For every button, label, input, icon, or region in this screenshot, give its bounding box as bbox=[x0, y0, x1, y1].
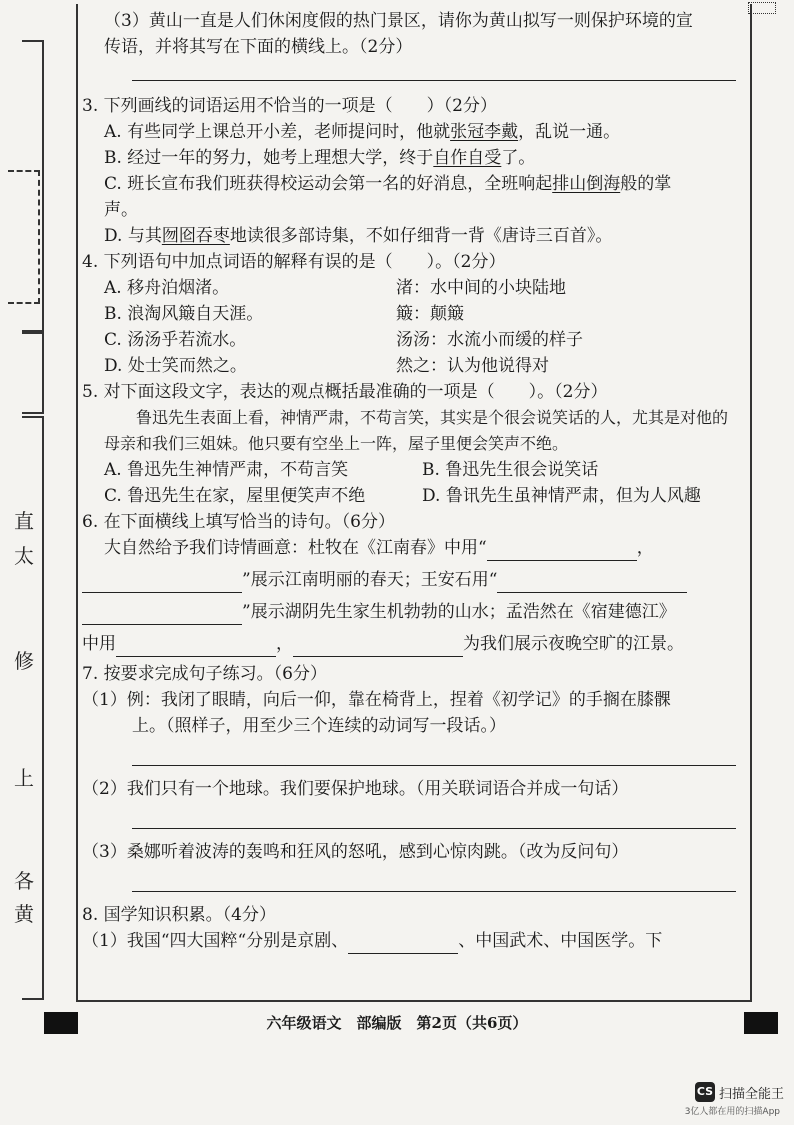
page-footer: 六年级语文 部编版 第2页（共6页） bbox=[266, 1014, 528, 1032]
side-char: 直 bbox=[14, 509, 34, 533]
scanner-app-name: 扫描全能王 bbox=[718, 1086, 784, 1102]
q3-c-underlined-word: 排山倒海 bbox=[552, 174, 621, 194]
binding-bracket bbox=[22, 330, 44, 414]
q2-3-line2: 传语，并将其写在下面的横线上。（2分） bbox=[104, 37, 413, 57]
q8-item1 bbox=[82, 928, 744, 954]
q6-text: ”展示湖阴先生家生机勃勃的山水；孟浩然在《宿建德江》 bbox=[242, 602, 676, 622]
q3-option-c bbox=[82, 171, 744, 197]
q3-c-text-end: 般的掌 bbox=[620, 174, 672, 194]
side-char: 各 bbox=[14, 869, 34, 893]
q2-3-line1: （3）黄山一直是人们休闲度假的热门景区，请你为黄山拟写一则保护环境的宣 bbox=[104, 11, 693, 31]
q6-line1 bbox=[82, 535, 744, 561]
q3-option-d bbox=[82, 223, 744, 249]
q6-line4 bbox=[82, 631, 744, 657]
corner-mark bbox=[748, 2, 776, 14]
q3-b-underlined-word: 自作自受 bbox=[433, 148, 502, 168]
q4-b-explanation: 簸：颠簸 bbox=[396, 304, 464, 324]
q8-text: （1）我国“四大国粹“分别是京剧、 bbox=[82, 931, 349, 951]
q6-text: ”展示江南明丽的春天；王安石用“ bbox=[242, 570, 498, 590]
q6-line3 bbox=[82, 599, 744, 625]
q5-options-ab bbox=[82, 457, 744, 483]
q5-option-c: C. 鲁迅先生在家，屋里便笑声不绝 bbox=[104, 486, 366, 506]
q6-blank-2[interactable] bbox=[82, 574, 242, 593]
q3-option-a bbox=[82, 119, 744, 145]
q6-blank-5[interactable] bbox=[116, 638, 276, 657]
q8-blank-1[interactable] bbox=[348, 935, 458, 954]
q8-stem: 8. 国学知识积累。（4分） bbox=[82, 905, 276, 925]
q3-a-text: A. 有些同学上课总开小差，老师提问时，他就 bbox=[104, 122, 451, 142]
side-char: 黄 bbox=[14, 902, 34, 926]
q6-stem: 6. 在下面横线上填写恰当的诗句。（6分） bbox=[82, 512, 395, 532]
binding-dashed-box bbox=[8, 170, 40, 304]
q7-item1-answer-line[interactable] bbox=[132, 745, 736, 766]
q5-stem: 5. 对下面这段文字，表达的观点概括最准确的一项是（ ）。（2分） bbox=[82, 382, 608, 402]
q3-d-underlined-word: 囫囵吞枣 bbox=[161, 226, 230, 246]
q3-a-text-end: ，乱说一通。 bbox=[518, 122, 621, 142]
q4-option-d bbox=[82, 353, 744, 379]
q5-passage: 鲁迅先生表面上看，神情严肃，不苟言笑，其实是个很会说笑话的人，尤其是对他的母亲和我们三姐妹。他只要有空坐上一阵，屋子里便会笑声不绝。 bbox=[104, 408, 729, 453]
q4-b-sentence: B. 浪淘风簸自天涯。 bbox=[104, 304, 264, 324]
q7-item3: （3）桑娜听着波涛的轰鸣和狂风的怒吼，感到心惊肉跳。（改为反问句） bbox=[82, 842, 629, 862]
q3-d-text: D. 与其 bbox=[104, 226, 162, 246]
side-char: 修 bbox=[14, 649, 34, 673]
q6-comma: ， bbox=[636, 538, 654, 558]
q6-line2 bbox=[82, 567, 744, 593]
q3-option-c-cont: 声。 bbox=[104, 200, 138, 220]
q6-blank-3[interactable] bbox=[497, 574, 687, 593]
q3-a-underlined-word: 张冠李戴 bbox=[450, 122, 519, 142]
q7-item3-answer-line[interactable] bbox=[132, 871, 736, 892]
q5-option-b: B. 鲁迅先生很会说笑话 bbox=[422, 460, 599, 480]
q8-text-end: 、中国武术、中国医学。下 bbox=[458, 931, 663, 951]
q3-d-text-end: 地读很多部诗集，不如仔细背一背《唐诗三百首》。 bbox=[229, 226, 613, 246]
q4-stem: 4. 下列语句中加点词语的解释有误的是（ ）。（2分） bbox=[82, 252, 506, 272]
q6-blank-1[interactable] bbox=[487, 542, 637, 561]
q4-option-c bbox=[82, 327, 744, 353]
q3-option-b bbox=[82, 145, 744, 171]
q3-b-text-end: 了。 bbox=[501, 148, 536, 168]
q5-option-a: A. 鲁迅先生神情严肃，不苟言笑 bbox=[104, 460, 349, 480]
q3-stem: 3. 下列画线的词语运用不恰当的一项是（ ）（2分） bbox=[82, 96, 497, 116]
q7-item1-line2: 上。（照样子，用至少三个连续的动词写一段话。） bbox=[132, 716, 506, 736]
q2-3-answer-line[interactable] bbox=[132, 60, 736, 81]
q5-option-d: D. 鲁讯先生虽神情严肃，但为人风趣 bbox=[422, 486, 701, 506]
q4-d-sentence: D. 处士笑而然之。 bbox=[104, 356, 247, 376]
question-content bbox=[82, 8, 744, 954]
q4-a-sentence: A. 移舟泊烟渚。 bbox=[104, 278, 230, 298]
q4-option-a bbox=[82, 275, 744, 301]
q5-options-cd bbox=[82, 483, 744, 509]
scanner-app-tagline: 3亿人都在用的扫描App bbox=[684, 1107, 780, 1117]
side-char: 太 bbox=[14, 544, 34, 568]
q6-text: 大自然给予我们诗情画意：杜牧在《江南春》中用“ bbox=[104, 538, 487, 558]
q4-d-explanation: 然之：认为他说得对 bbox=[396, 356, 549, 376]
q6-blank-6[interactable] bbox=[293, 638, 463, 657]
scanner-app-badge bbox=[695, 1082, 784, 1102]
q6-text: 为我们展示夜晚空旷的江景。 bbox=[463, 634, 684, 654]
q4-c-sentence: C. 汤汤乎若流水。 bbox=[104, 330, 247, 350]
q7-item2-answer-line[interactable] bbox=[132, 808, 736, 829]
q6-comma: ， bbox=[276, 634, 293, 654]
q7-item2: （2）我们只有一个地球。我们要保护地球。（用关联词语合并成一句话） bbox=[82, 779, 629, 799]
q7-stem: 7. 按要求完成句子练习。（6分） bbox=[82, 664, 327, 684]
binding-strip bbox=[0, 0, 56, 1125]
q3-b-text: B. 经过一年的努力，她考上理想大学，终于 bbox=[104, 148, 434, 168]
q6-text: 中用 bbox=[82, 634, 116, 654]
scanner-logo-icon: CS bbox=[695, 1082, 715, 1102]
q3-c-text: C. 班长宣布我们班获得校运动会第一名的好消息，全班响起 bbox=[104, 174, 553, 194]
q6-blank-4[interactable] bbox=[82, 606, 242, 625]
q7-item1-line1: （1）例：我闭了眼睛，向后一仰，靠在椅背上，捏着《初学记》的手搁在膝髁 bbox=[82, 690, 671, 710]
side-char: 上 bbox=[14, 766, 34, 790]
q4-option-b bbox=[82, 301, 744, 327]
q4-c-explanation: 汤汤：水流小而缓的样子 bbox=[396, 330, 583, 350]
q4-a-explanation: 渚：水中间的小块陆地 bbox=[396, 278, 566, 298]
